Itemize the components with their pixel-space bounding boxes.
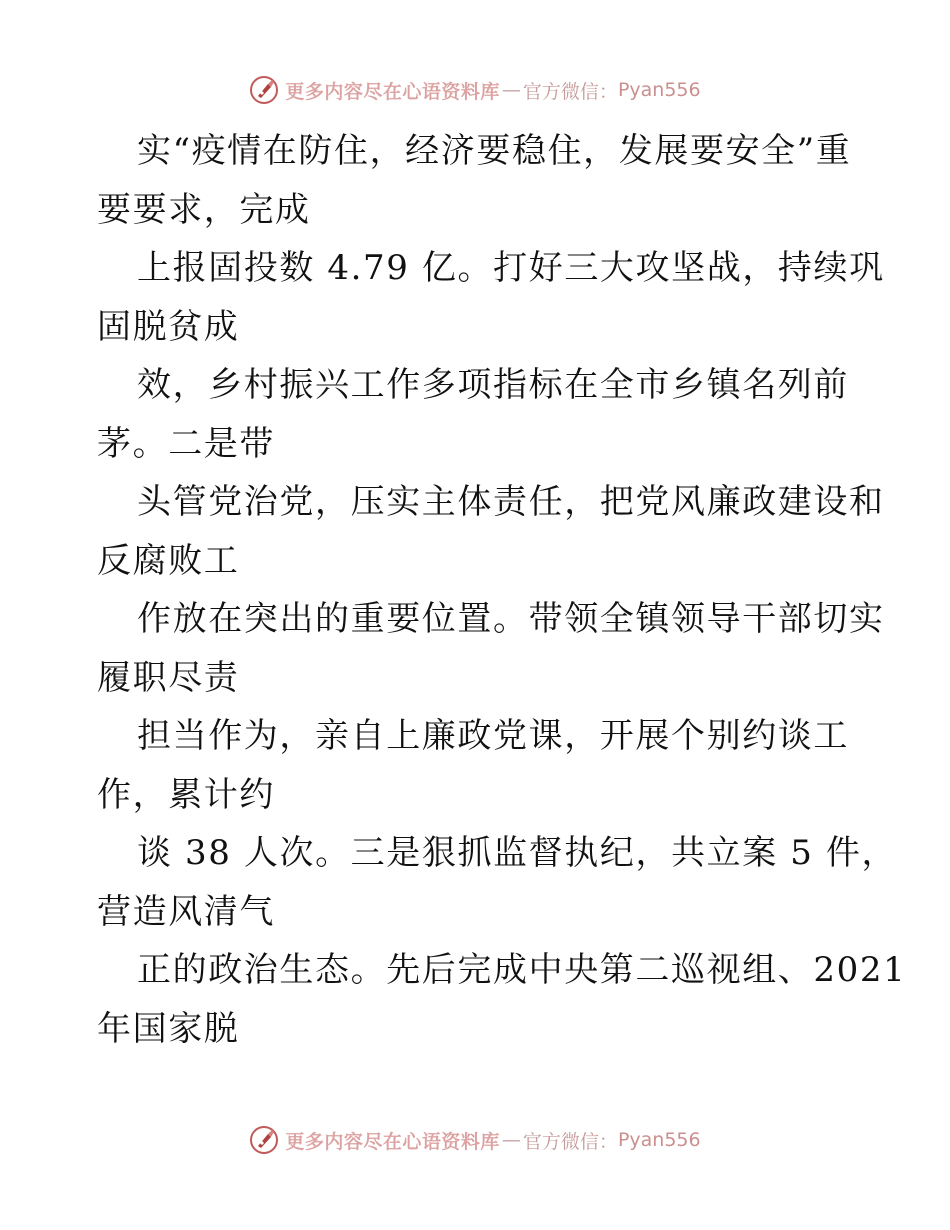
watermark-wechat-id: Pyan556 xyxy=(617,1129,701,1151)
text-line: 年国家脱 xyxy=(97,1008,240,1049)
text-line: 正的政治生态。先后完成中央第二巡视组、2021 xyxy=(137,950,907,990)
header-watermark xyxy=(0,70,950,110)
text-line: 作，累计约 xyxy=(97,774,275,815)
footer-watermark xyxy=(0,1120,950,1160)
text-line: 固脱贫成 xyxy=(97,306,240,347)
text-line: 效，乡村振兴工作多项指标在全市乡镇名列前 xyxy=(137,365,849,405)
watermark-wechat-id: Pyan556 xyxy=(617,79,701,101)
text-line: 上报固投数 4.79 亿。打好三大攻坚战，持续巩 xyxy=(137,248,885,288)
text-line: 作放在突出的重要位置。带领全镇领导干部切实 xyxy=(137,599,885,639)
fountain-pen-nib-icon xyxy=(249,1125,279,1155)
watermark-official-label: 官方微信： xyxy=(522,80,618,103)
fountain-pen-nib-icon xyxy=(249,75,279,105)
text-line: 要要求，完成 xyxy=(97,189,311,230)
text-line: 茅。二是带 xyxy=(97,423,275,464)
text-line: 实“疫情在防住，经济要稳住，发展要安全”重 xyxy=(137,131,852,171)
watermark-dash: — xyxy=(501,1129,521,1151)
watermark-official-label: 官方微信： xyxy=(522,1130,618,1153)
watermark-text: 更多内容尽在心语资料库 xyxy=(285,80,500,103)
text-line: 头管党治党，压实主体责任，把党风廉政建设和 xyxy=(137,482,885,522)
text-line: 担当作为，亲自上廉政党课，开展个别约谈工 xyxy=(137,716,849,756)
text-line: 反腐败工 xyxy=(97,540,240,581)
watermark-dash: — xyxy=(501,79,521,101)
text-line: 谈 38 人次。三是狠抓监督执纪，共立案 5 件， xyxy=(137,833,898,873)
text-line: 营造风清气 xyxy=(97,891,275,932)
text-line: 履职尽责 xyxy=(97,657,240,698)
watermark-text: 更多内容尽在心语资料库 xyxy=(285,1130,500,1153)
document-body xyxy=(97,122,907,1058)
